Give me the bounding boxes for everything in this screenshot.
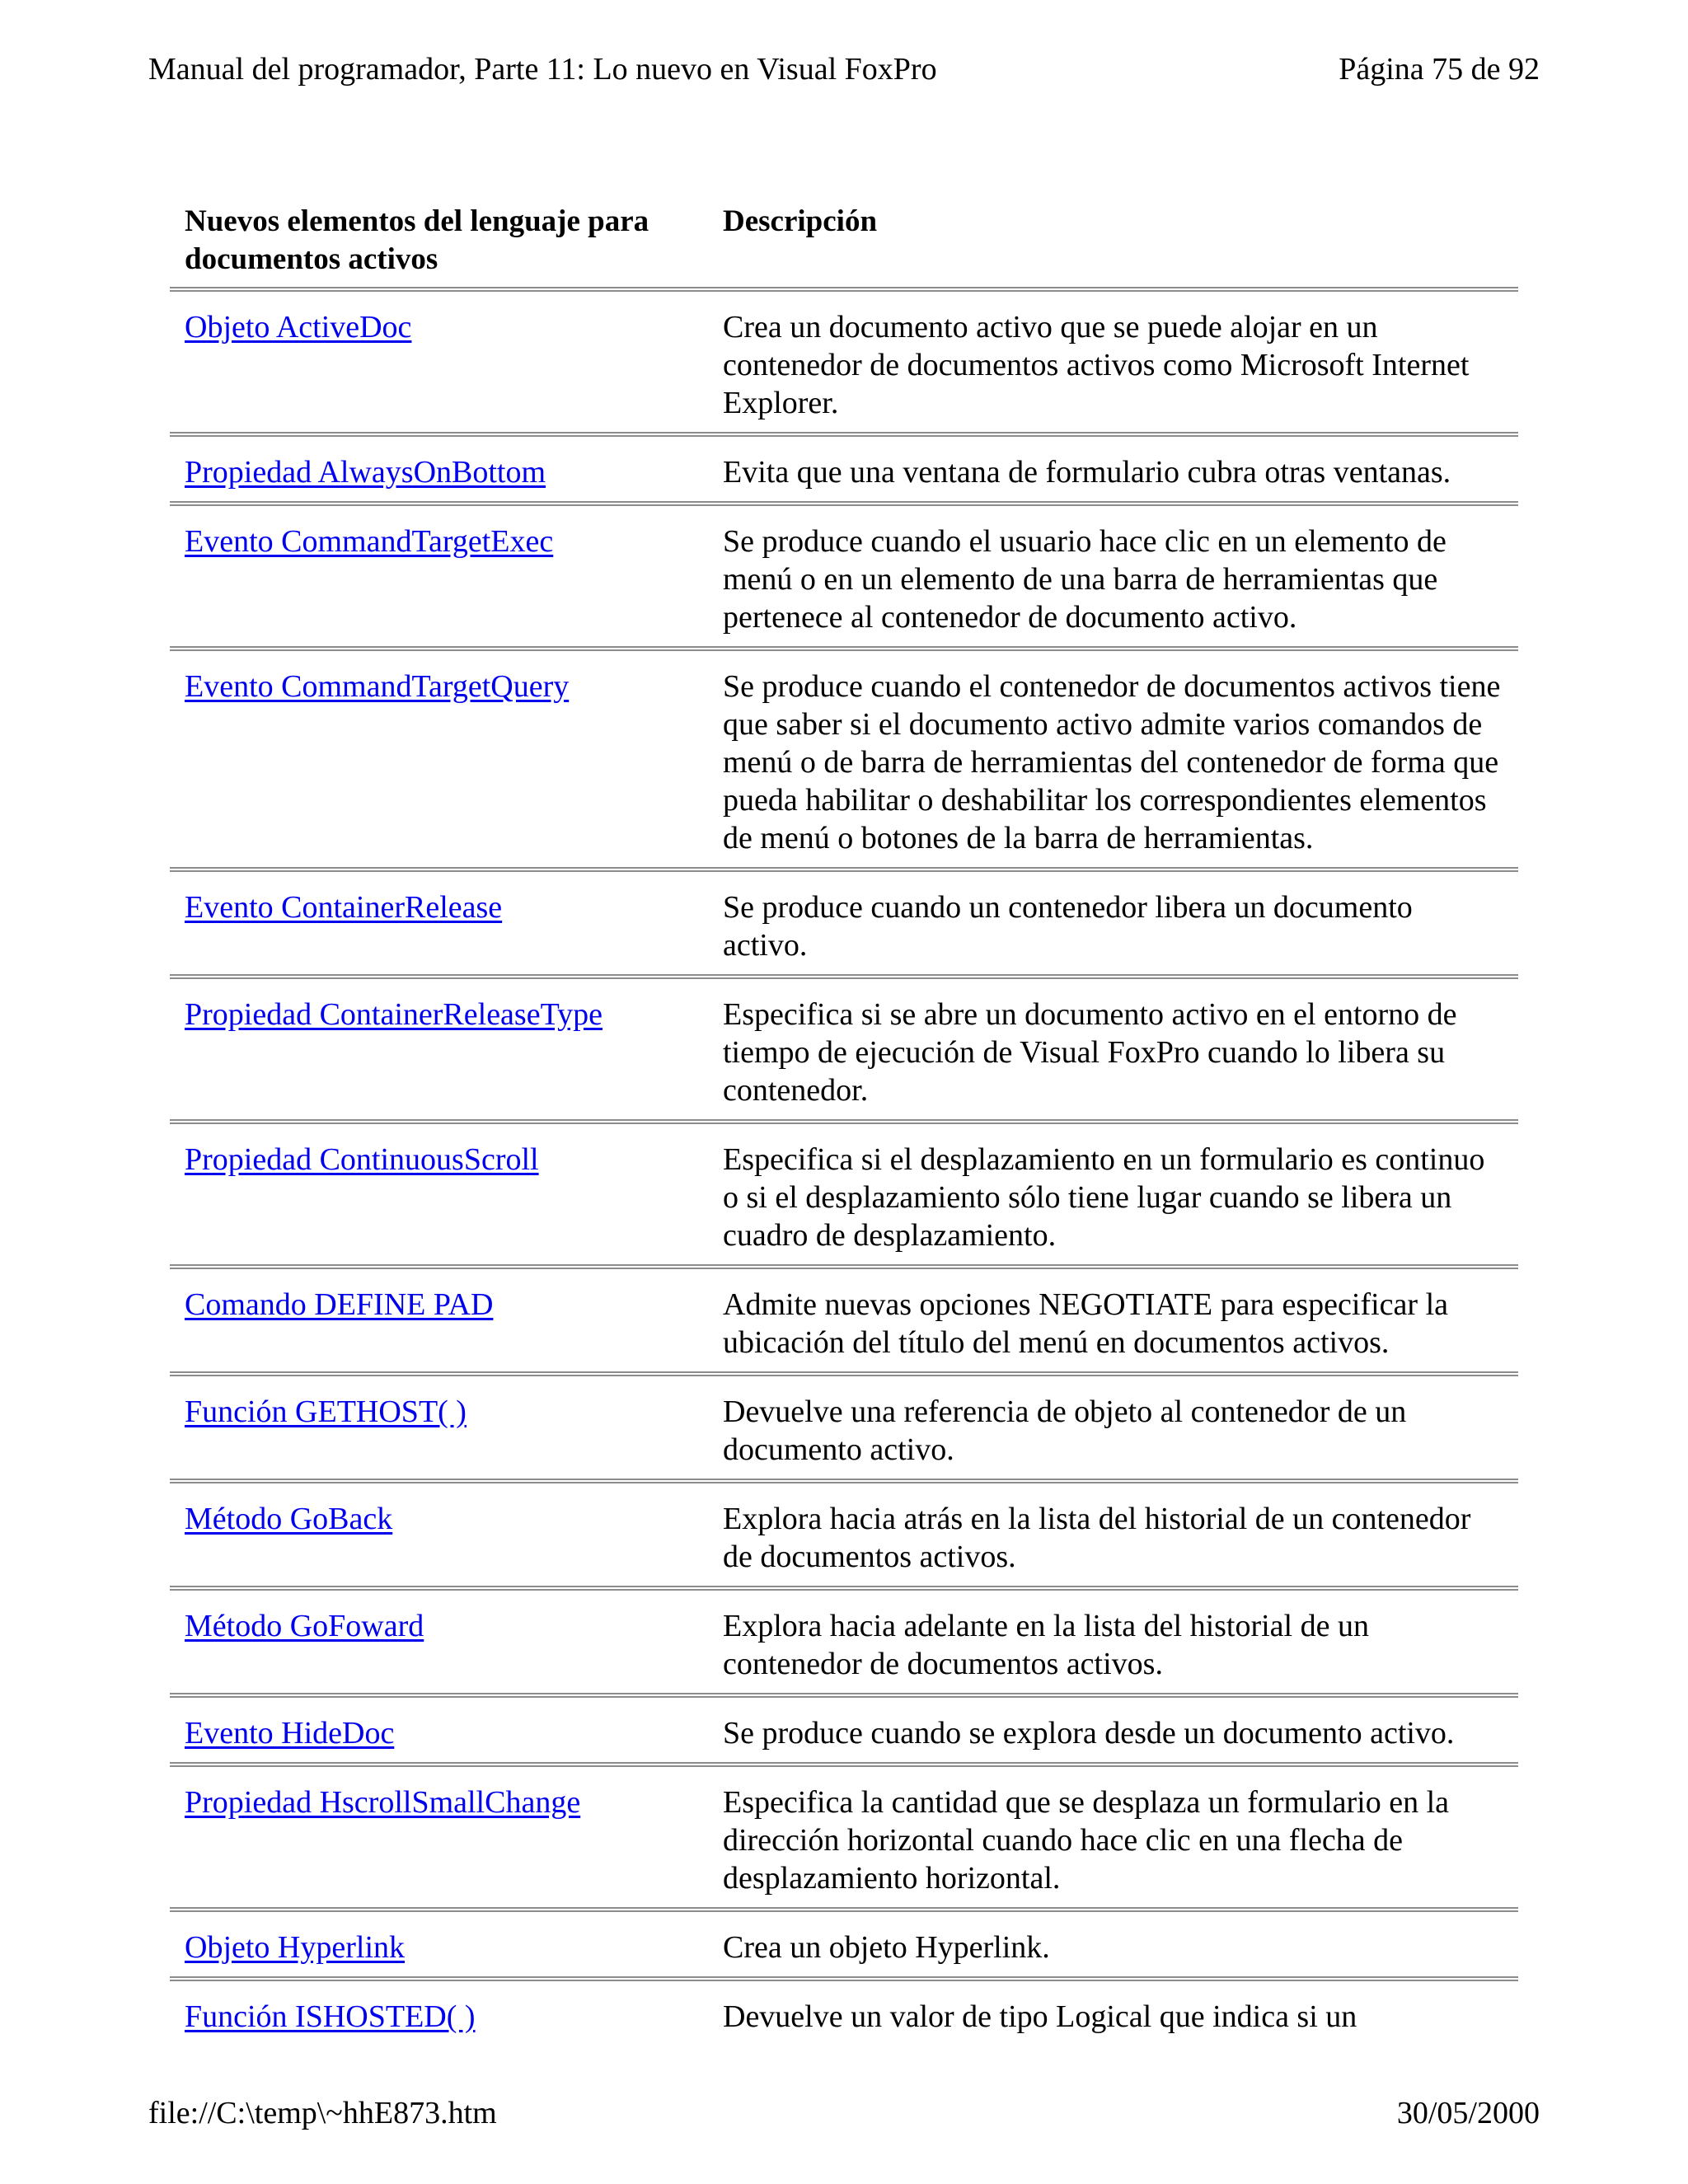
element-link[interactable]: Propiedad ContinuousScroll bbox=[185, 1142, 539, 1177]
element-link[interactable]: Función ISHOSTED( ) bbox=[185, 1999, 476, 2034]
element-link[interactable]: Propiedad ContainerReleaseType bbox=[185, 997, 603, 1032]
table-row bbox=[170, 1698, 1518, 1767]
table-row bbox=[170, 1912, 1518, 1981]
element-link[interactable]: Evento CommandTargetQuery bbox=[185, 669, 570, 704]
document-title: Manual del programador, Parte 11: Lo nuevo en Visual FoxPro bbox=[148, 52, 937, 87]
print-date: 30/05/2000 bbox=[1396, 2096, 1540, 2130]
element-link[interactable]: Propiedad AlwaysOnBottom bbox=[185, 455, 546, 490]
element-description: Crea un documento activo que se puede alojar en un contenedor de documentos activos como Microsoft Internet Explorer. bbox=[723, 310, 1470, 420]
element-description: Especifica si se abre un documento activo en el entorno de tiempo de ejecución de Visual FoxPro cuando lo libera su contenedor. bbox=[723, 997, 1457, 1108]
table-row bbox=[170, 1767, 1518, 1912]
table-row bbox=[170, 1124, 1518, 1269]
element-description: Se produce cuando el usuario hace clic en un elemento de menú o en un elemento de una barra de herramientas que pertenece al contenedor de documento activo. bbox=[723, 524, 1447, 635]
table-row bbox=[170, 979, 1518, 1124]
table-row bbox=[170, 1591, 1518, 1698]
element-link[interactable]: Método GoBack bbox=[185, 1502, 393, 1536]
table-row bbox=[170, 437, 1518, 506]
element-description: Explora hacia adelante en la lista del historial de un contenedor de documentos activos. bbox=[723, 1609, 1369, 1681]
page-number: Página 75 de 92 bbox=[1339, 52, 1540, 87]
column-header-description: Descripción bbox=[723, 204, 878, 238]
element-description: Especifica la cantidad que se desplaza un formulario en la dirección horizontal cuando hace clic en una flecha de desplazamiento horizontal. bbox=[723, 1785, 1449, 1896]
element-description: Crea un objeto Hyperlink. bbox=[723, 1930, 1050, 1965]
table-row bbox=[170, 872, 1518, 979]
element-link[interactable]: Objeto Hyperlink bbox=[185, 1930, 406, 1965]
table-row bbox=[170, 292, 1518, 437]
element-link[interactable]: Función GETHOST( ) bbox=[185, 1394, 467, 1429]
element-description: Se produce cuando un contenedor libera un documento activo. bbox=[723, 890, 1413, 963]
element-link[interactable]: Comando DEFINE PAD bbox=[185, 1287, 494, 1322]
table-row bbox=[170, 1269, 1518, 1376]
element-description: Devuelve una referencia de objeto al contenedor de un documento activo. bbox=[723, 1394, 1407, 1467]
table-row bbox=[170, 651, 1518, 872]
element-description: Evita que una ventana de formulario cubra otras ventanas. bbox=[723, 455, 1451, 490]
element-link[interactable]: Objeto ActiveDoc bbox=[185, 310, 412, 344]
element-description: Se produce cuando se explora desde un documento activo. bbox=[723, 1716, 1455, 1750]
language-elements-table bbox=[170, 203, 1518, 2046]
element-description: Se produce cuando el contenedor de documentos activos tiene que saber si el documento activo admite varios comandos de menú o de barra de herramientas del contenedor de forma que pueda habilitar o deshabilitar los correspondientes elementos de menú o botones de la barra de herramientas. bbox=[723, 669, 1501, 855]
element-link[interactable]: Evento ContainerRelease bbox=[185, 890, 503, 925]
table-row bbox=[170, 1376, 1518, 1483]
element-link[interactable]: Evento CommandTargetExec bbox=[185, 524, 554, 559]
element-link[interactable]: Método GoFoward bbox=[185, 1609, 424, 1643]
page-footer bbox=[148, 2092, 1540, 2135]
element-description: Especifica si el desplazamiento en un formulario es continuo o si el desplazamiento sólo tiene lugar cuando se libera un cuadro de desplazamiento. bbox=[723, 1142, 1485, 1253]
table-row bbox=[170, 506, 1518, 651]
table-row bbox=[170, 1483, 1518, 1591]
file-path: file://C:\temp\~hhE873.htm bbox=[148, 2096, 497, 2130]
element-description: Admite nuevas opciones NEGOTIATE para especificar la ubicación del título del menú en documentos activos. bbox=[723, 1287, 1448, 1360]
column-header-elements: Nuevos elementos del lenguaje para documentos activos bbox=[185, 204, 649, 276]
table-header bbox=[170, 203, 1518, 292]
element-description: Explora hacia atrás en la lista del historial de un contenedor de documentos activos. bbox=[723, 1502, 1471, 1574]
element-link[interactable]: Propiedad HscrollSmallChange bbox=[185, 1785, 581, 1820]
element-link[interactable]: Evento HideDoc bbox=[185, 1716, 395, 1750]
table-row bbox=[170, 1981, 1518, 2046]
page-header bbox=[148, 48, 1540, 91]
element-description: Devuelve un valor de tipo Logical que indica si un bbox=[723, 1999, 1357, 2034]
